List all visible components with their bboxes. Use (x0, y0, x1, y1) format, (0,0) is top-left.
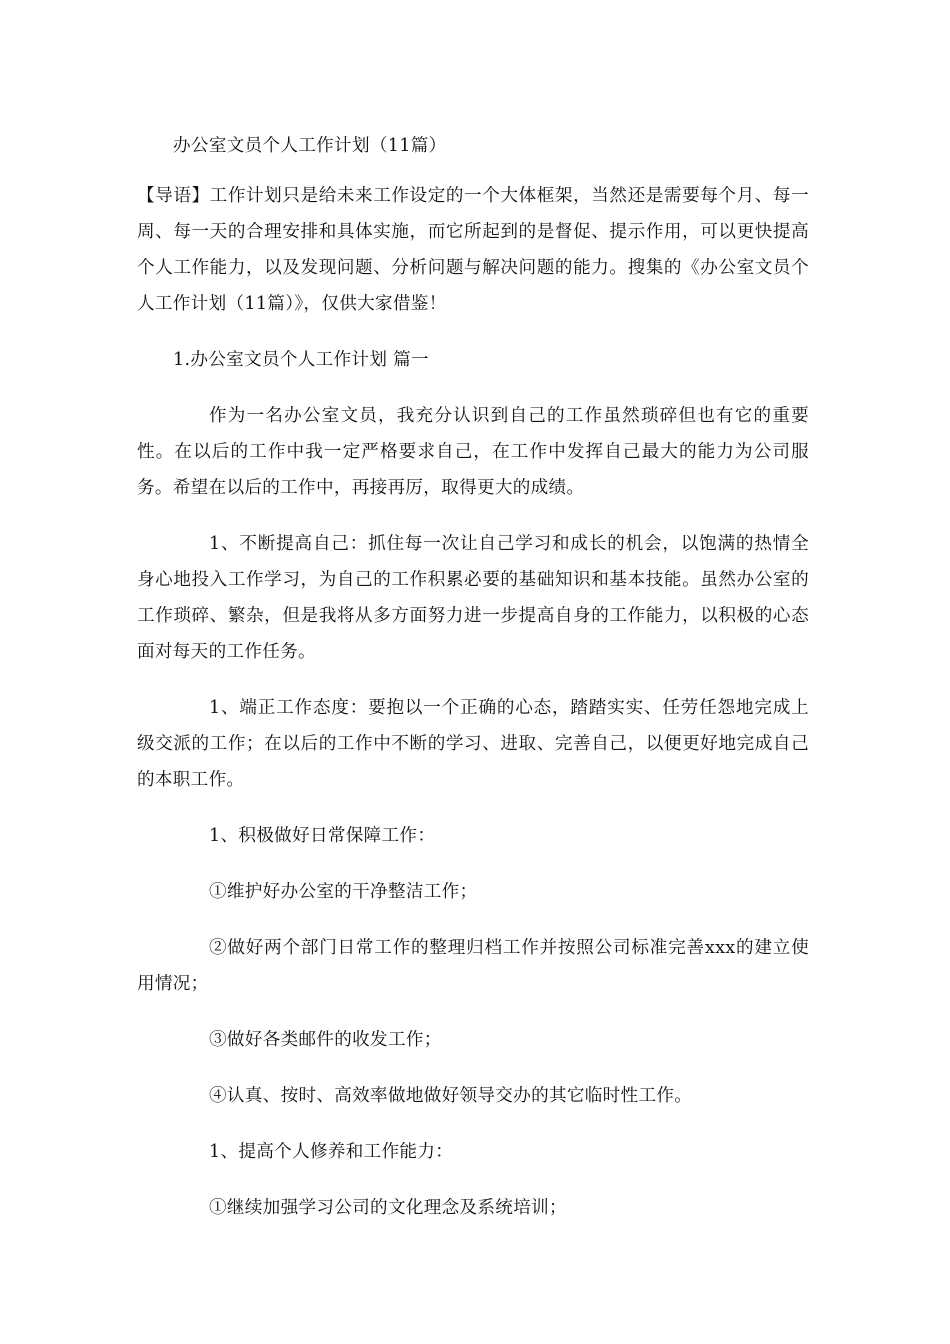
document-body (137, 128, 809, 1246)
body-paragraph: 1、不断提高自己：抓住每一次让自己学习和成长的机会，以饱满的热情全身心地投入工作学习，为自己的工作积累必要的基础知识和基本技能。虽然办公室的工作琐碎、繁杂，但是我将从多方面努力进一步提高自身的工作能力，以积极的心态面对每天的工作任务。 (137, 534, 809, 662)
body-paragraph: ③做好各类邮件的收发工作； (209, 1030, 442, 1050)
body-paragraph: ①继续加强学习公司的文化理念及系统培训； (209, 1198, 567, 1218)
section-heading: 1.办公室文员个人工作计划 篇一 (173, 350, 429, 370)
body-paragraph: 作为一名办公室文员，我充分认识到自己的工作虽然琐碎但也有它的重要性。在以后的工作中我一定严格要求自己，在工作中发挥自己最大的能力为公司服务。希望在以后的工作中，再接再厉，取得更大的成绩。 (137, 406, 809, 498)
document-title: 办公室文员个人工作计划（11篇） (173, 136, 447, 156)
intro-paragraph: 【导语】工作计划只是给未来工作设定的一个大体框架，当然还是需要每个月、每一周、每一天的合理安排和具体实施，而它所起到的是督促、提示作用，可以更快提高个人工作能力，以及发现问题、分析问题与解决问题的能力。搜集的《办公室文员个人工作计划（11篇）》，仅供大家借鉴！ (137, 186, 809, 314)
body-paragraph: 1、积极做好日常保障工作： (209, 826, 436, 846)
body-paragraph: 1、提高个人修养和工作能力： (209, 1142, 454, 1162)
body-paragraph: ①维护好办公室的干净整洁工作； (209, 882, 478, 902)
body-paragraph: ④认真、按时、高效率做地做好领导交办的其它临时性工作。 (209, 1086, 693, 1106)
body-paragraph: ②做好两个部门日常工作的整理归档工作并按照公司标准完善xxx的建立使用情况； (137, 938, 809, 994)
body-paragraph: 1、端正工作态度：要抱以一个正确的心态，踏踏实实、任劳任怨地完成上级交派的工作；在以后的工作中不断的学习、进取、完善自己，以便更好地完成自己的本职工作。 (137, 698, 809, 790)
